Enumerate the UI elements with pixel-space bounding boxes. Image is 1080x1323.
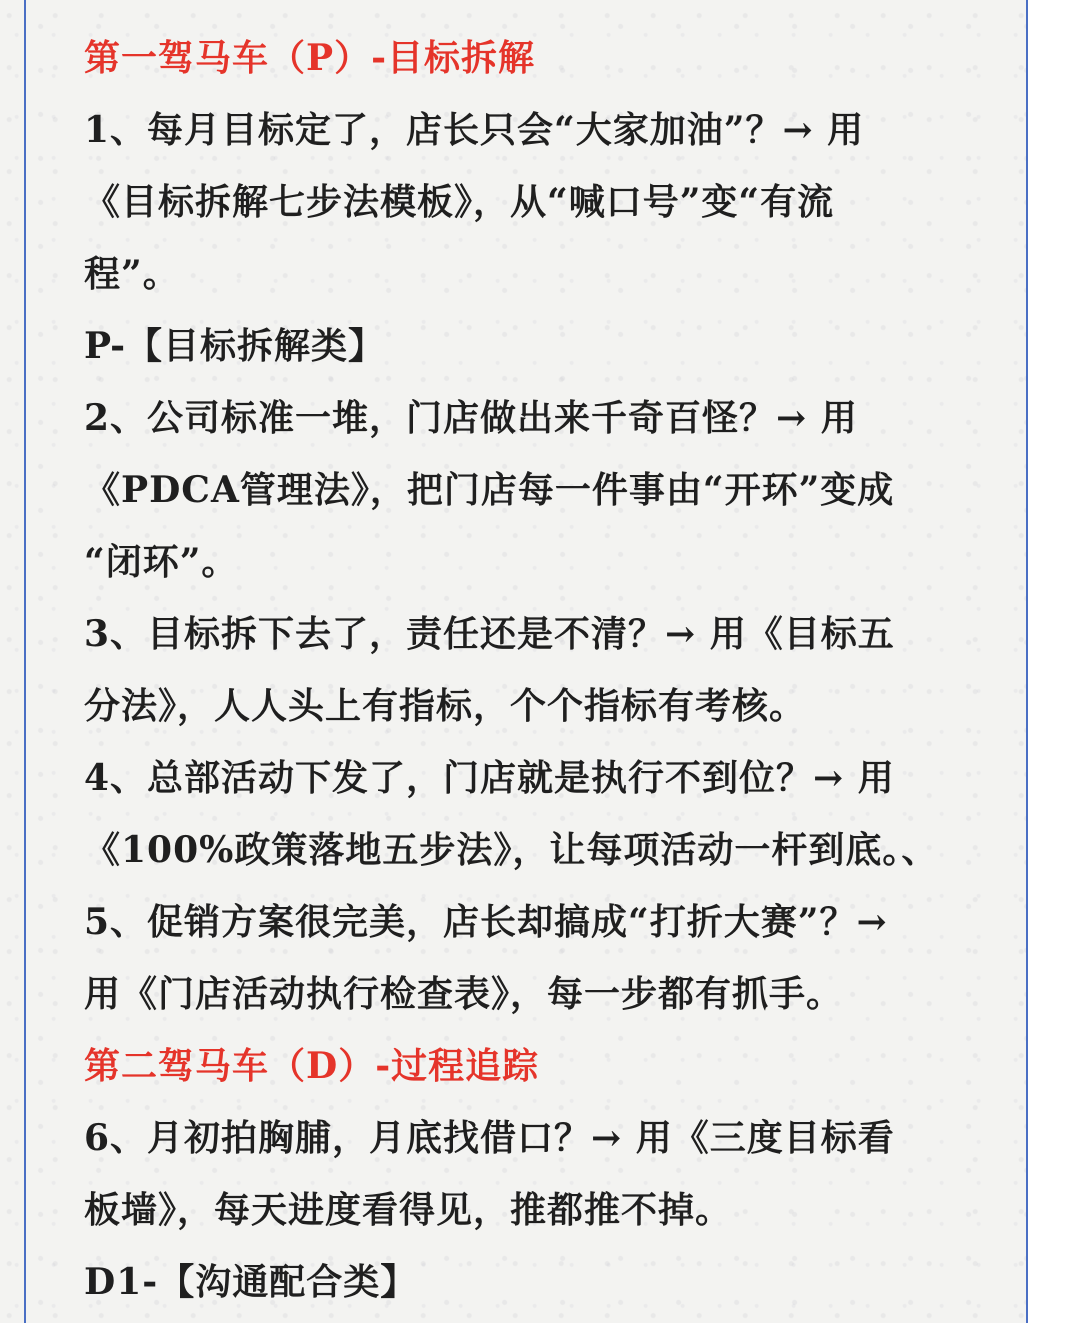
text-line: 1、每月目标定了，店长只会“大家加油”？→ 用 — [84, 109, 865, 151]
text-line: 板墙》，每天进度看得见，推都推不掉。 — [84, 1189, 733, 1231]
category-label-p: P-【目标拆解类】 — [84, 325, 386, 367]
text-line: “闭环”。 — [84, 541, 239, 583]
document-body — [84, 22, 984, 1318]
frame-left-border — [24, 0, 26, 1323]
category-label-d1: D1-【沟通配合类】 — [84, 1261, 418, 1303]
text-line: 4、总部活动下发了，门店就是执行不到位？→ 用 — [84, 757, 895, 799]
text-line: 程”。 — [84, 253, 180, 295]
text-line: 《100%政策落地五步法》，让每项活动一杆到底。、 — [84, 829, 939, 871]
text-line: 5、促销方案很完美，店长却搞成“打折大赛”？→ — [84, 901, 888, 943]
text-line: 《PDCA管理法》，把门店每一件事由“开环”变成 — [84, 469, 895, 511]
text-line: 3、目标拆下去了，责任还是不清？→ 用《目标五 — [84, 613, 895, 655]
section-heading-d: 第二驾马车（D）-过程追踪 — [84, 1045, 540, 1087]
text-line: 2、公司标准一堆，门店做出来千奇百怪？→ 用 — [84, 397, 858, 439]
text-line: 《目标拆解七步法模板》，从“喊口号”变“有流 — [84, 181, 835, 223]
text-line: 分法》，人人头上有指标，个个指标有考核。 — [84, 685, 807, 727]
text-line: 6、月初拍胸脯，月底找借口？→ 用《三度目标看 — [84, 1117, 895, 1159]
section-heading-p: 第一驾马车（P）-目标拆解 — [84, 37, 536, 79]
right-margin — [1028, 0, 1080, 1323]
text-line: 用《门店活动执行检查表》，每一步都有抓手。 — [84, 973, 844, 1015]
